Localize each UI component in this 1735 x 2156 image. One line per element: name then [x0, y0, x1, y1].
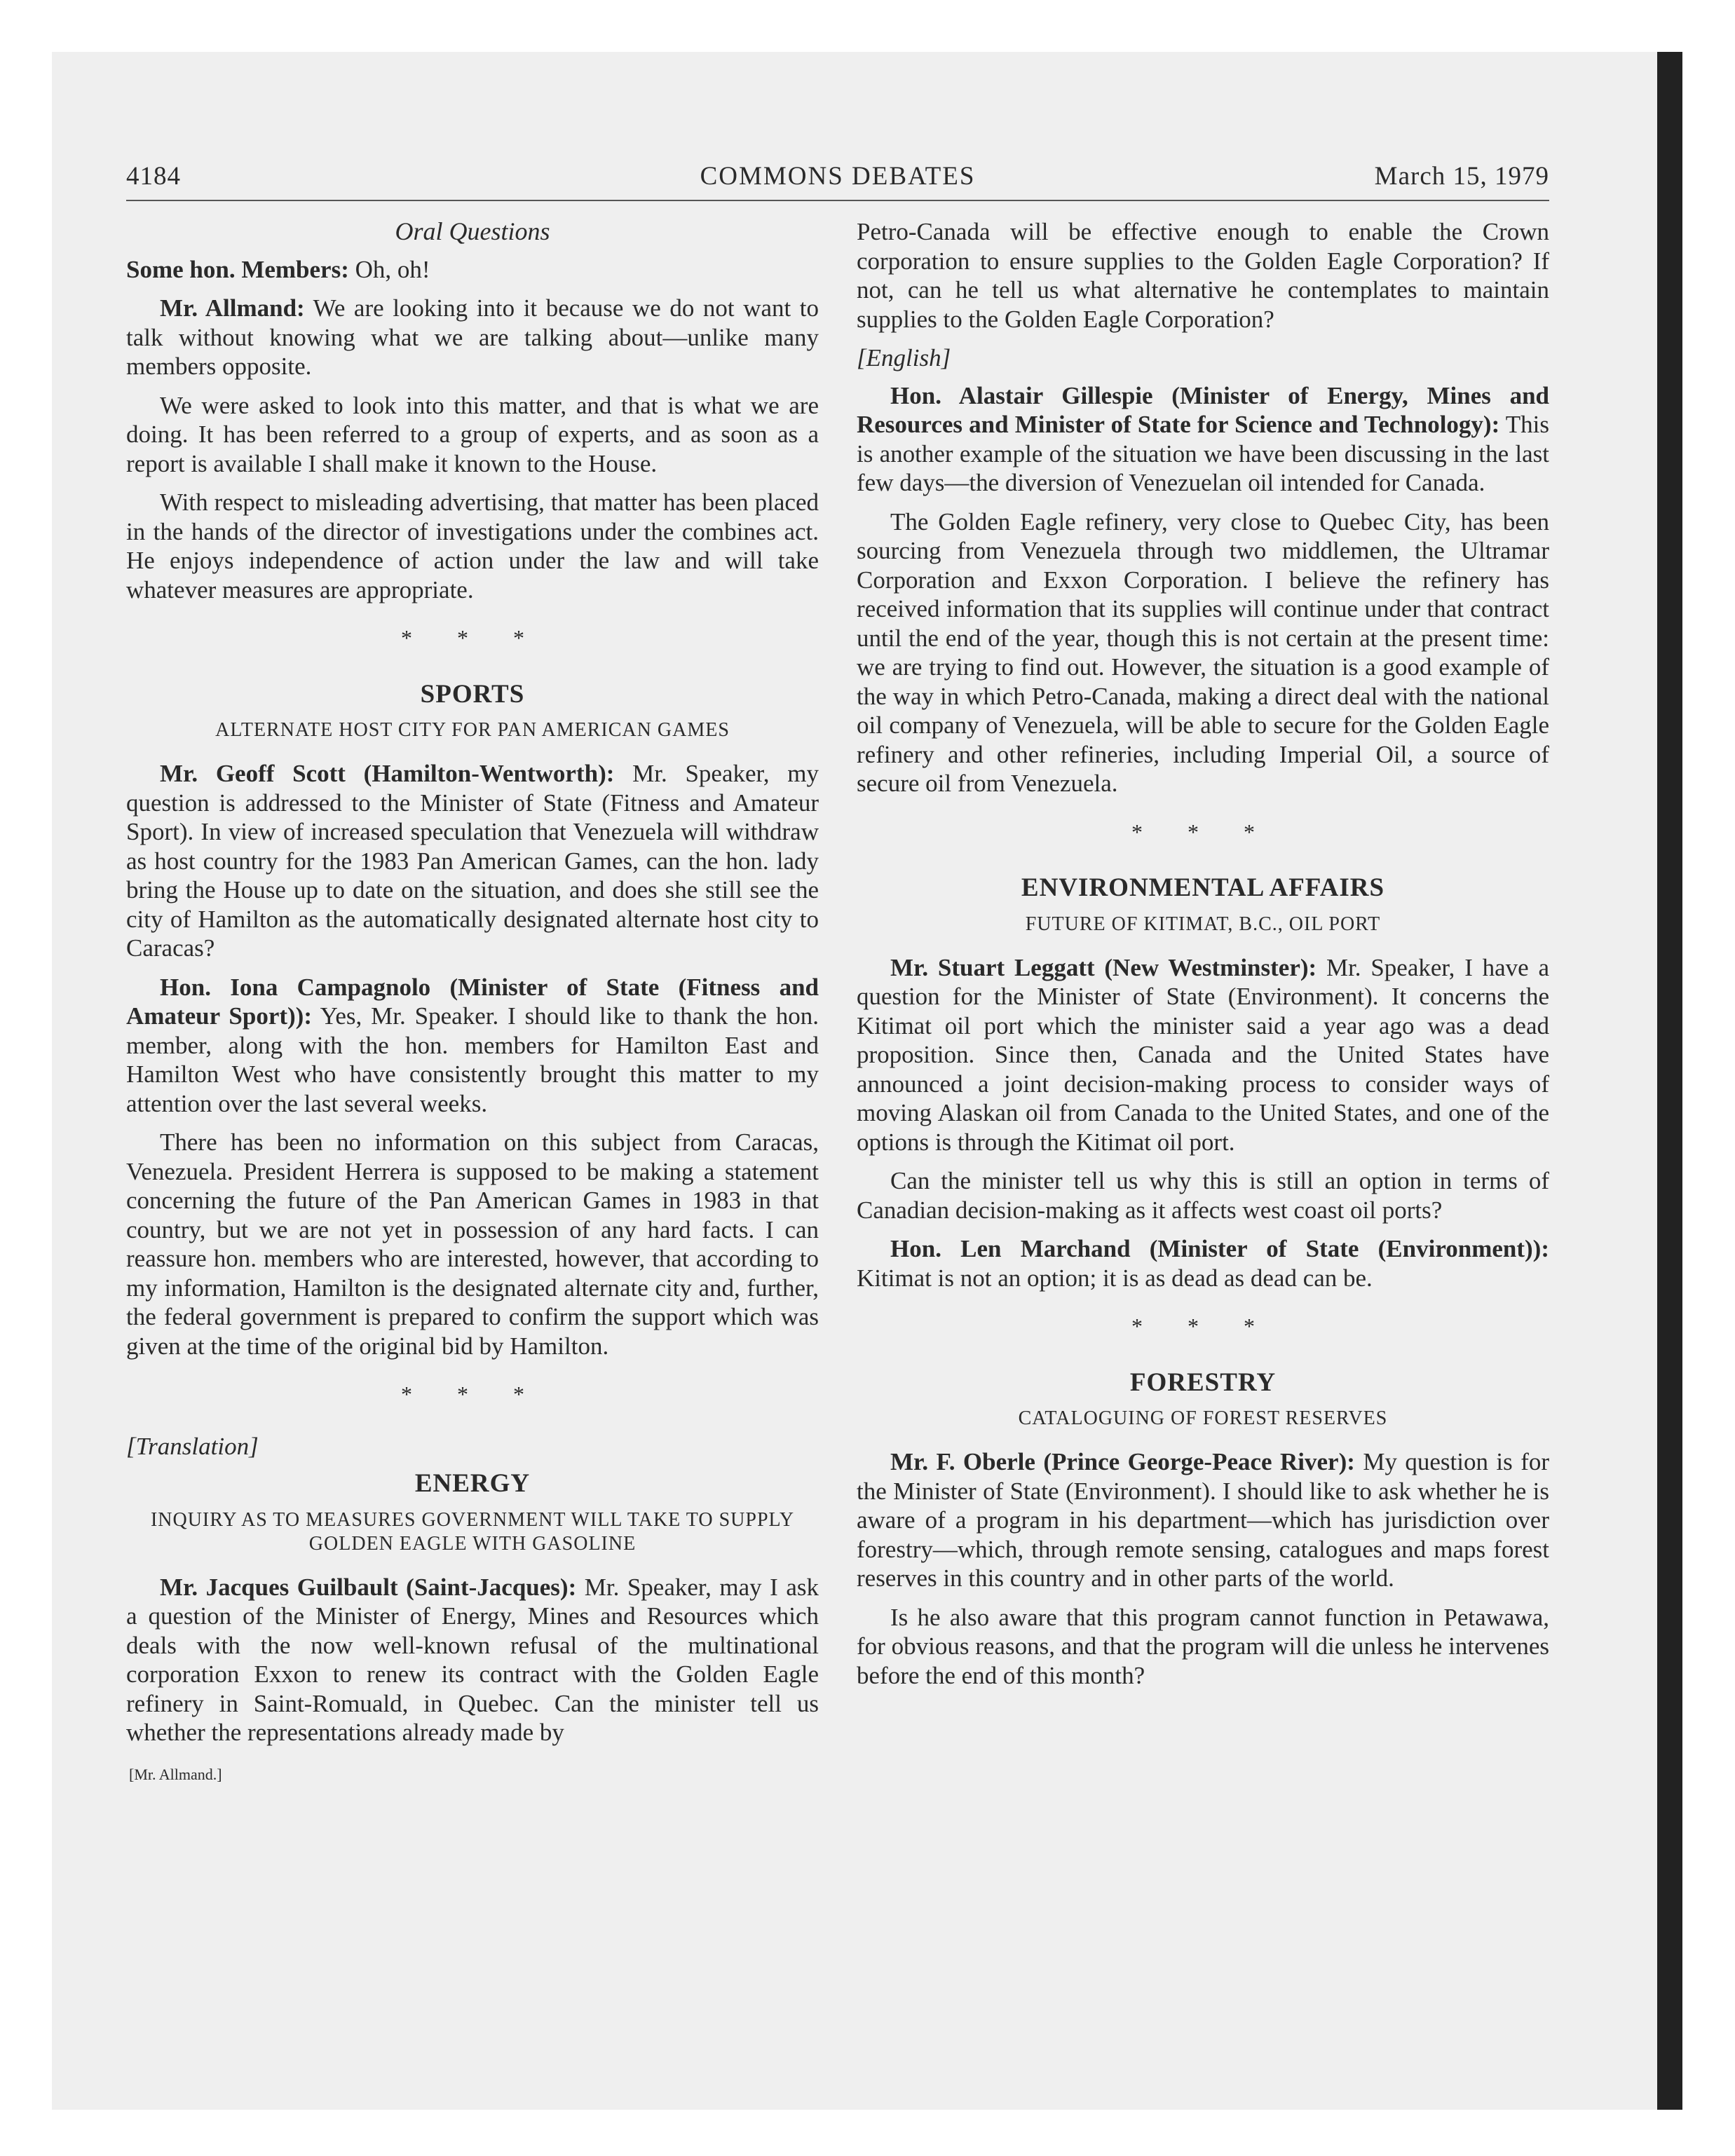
paragraph: We were asked to look into this matter, and that is what we are doing. It has been referred to a group of experts, and as soon as a report is available I shall make it known to the House. [126, 391, 819, 477]
paragraph [126, 294, 819, 381]
paragraph: Is he also aware that this program cannot function in Petawawa, for obvious reasons, and that the program will die unless he intervenes before the end of this month? [857, 1603, 1549, 1689]
speech-text: Oh, oh! [348, 255, 430, 283]
speech-text: Kitimat is not an option; it is as dead as dead can be. [857, 1264, 1373, 1292]
paragraph: Can the minister tell us why this is still an option in terms of Canadian decision-making as it affects west coast oil ports? [857, 1167, 1549, 1224]
section-subheading: CATALOGUING OF FOREST RESERVES [1018, 1407, 1388, 1429]
speech-text: This is another example of the situation we have been discussing in the last few days—the diversion of Venezuelan oil intended for Canada. [857, 411, 1549, 496]
publication-title: COMMONS DEBATES [700, 162, 976, 191]
speaker-name: Some hon. Members: [126, 255, 349, 283]
speech-text: My question is for the Minister of State (Environment). I should like to ask whether he is aware of a program in his department—which has jurisdiction over forestry—which, through remote sensing, catalogues and maps forest reserves in this country and in other parts of the world. [857, 1448, 1549, 1592]
section-subheading: FUTURE OF KITIMAT, B.C., OIL PORT [1025, 913, 1381, 935]
speech-text: We are looking into it because we do not want to talk without knowing what we are talking about—unlike many members opposite. [126, 294, 819, 380]
section-subheading: INQUIRY AS TO MEASURES GOVERNMENT WILL TAKE TO SUPPLY GOLDEN EAGLE WITH GASOLINE [150, 1508, 795, 1555]
paragraph: There has been no information on this subject from Caracas, Venezuela. President Herrera is supposed to be making a statement concerning the future of the Pan American Games in 1983 in that country, but we are not yet in possession of any hard facts. I can reassure hon. members who are interested, however, that according to my information, Hamilton is the designated alternate city and, further, the federal government is prepared to confirm the support which was given at the time of the original bid by Hamilton. [126, 1128, 819, 1360]
language-label: [Translation] [126, 1432, 259, 1460]
right-column [857, 217, 1549, 1700]
paragraph [857, 1447, 1549, 1593]
page-number: 4184 [126, 162, 181, 191]
speaker-name: Mr. F. Oberle (Prince George-Peace River): [890, 1448, 1355, 1475]
header-rule [126, 200, 1549, 201]
speaker-name: Mr. Stuart Leggatt (New Westminster): [890, 953, 1317, 981]
section-separator: * * * [401, 625, 544, 650]
paragraph [126, 759, 819, 963]
section-separator: * * * [1131, 1314, 1274, 1339]
page-edge-shadow [1657, 52, 1682, 2110]
paragraph: With respect to misleading advertising, that matter has been placed in the hands of the director of investigations under the combines act. He enjoys independence of action under the law and will take whatever measures are appropriate. [126, 489, 819, 603]
speaker-name: Mr. Geoff Scott (Hamilton-Wentworth): [160, 760, 615, 787]
paragraph [126, 255, 819, 285]
running-header [126, 161, 1549, 196]
language-label: [English] [857, 344, 951, 371]
section-heading: FORESTRY [1129, 1367, 1277, 1397]
speech-text: Yes, Mr. Speaker. I should like to thank the hon. member, along with the hon. members for Hamilton East and Hamilton West who have consistently brought this matter to my attention over the last several weeks. [126, 1002, 819, 1117]
speaker-name: Hon. Len Marchand (Minister of State (Environment)): [890, 1235, 1549, 1262]
speaker-name: Mr. Allmand: [160, 294, 305, 322]
paragraph: Petro-Canada will be effective enough to enable the Crown corporation to ensure supplies to the Golden Eagle Corporation? If not, can he tell us what alternative he contemplates to maintain supplies to the Golden Eagle Corporation? [857, 218, 1549, 333]
paragraph [857, 1234, 1549, 1292]
speaker-name: Hon. Iona Campagnolo (Minister of State (Fitness and Amateur Sport)): [126, 973, 819, 1030]
speech-text: Mr. Speaker, my question is addressed to the Minister of State (Fitness and Amateur Sport). In view of increased speculation that Venezuela will withdraw as host country for the 1983 Pan American Games, can the hon. lady bring the House up to date on the situation, and does she still see the city of Hamilton as the automatically designated alternate host city to Caracas? [126, 760, 819, 962]
paragraph [857, 381, 1549, 498]
speech-text: Mr. Speaker, may I ask a question of the Minister of Energy, Mines and Resources which deals with the now well-known refusal of the multinational corporation Exxon to renew its contract with the Golden Eagle refinery in Saint-Romuald, in Quebec. Can the minister tell us whether the representations already made by [126, 1573, 819, 1746]
section-separator: * * * [401, 1381, 544, 1407]
left-column [126, 217, 819, 1789]
page-footnote: [Mr. Allmand.] [129, 1765, 222, 1783]
paragraph [126, 973, 819, 1119]
paragraph [857, 953, 1549, 1157]
speaker-name: Hon. Alastair Gillespie (Minister of Energy, Mines and Resources and Minister of State for Science and Technology): [857, 381, 1549, 438]
paragraph: The Golden Eagle refinery, very close to Quebec City, has been sourcing from Venezuela through two middlemen, the Ultramar Corporation and Exxon Corporation. I believe the refinery has received information that its supplies will continue under that contract until the end of the year, though this is not certain at the present time: we are trying to find out. However, the situation is a good example of the way in which Petro-Canada, making a direct deal with the national oil company of Venezuela, will be able to secure for the Golden Eagle refinery and other refineries, including Imperial Oil, a source of secure oil from Venezuela. [857, 507, 1549, 797]
section-heading: ENERGY [414, 1469, 531, 1498]
paragraph [126, 1573, 819, 1747]
section-separator: * * * [1131, 819, 1274, 845]
speaker-name: Mr. Jacques Guilbault (Saint-Jacques): [160, 1573, 577, 1601]
section-subheading: ALTERNATE HOST CITY FOR PAN AMERICAN GAMES [215, 719, 730, 741]
document-page [126, 161, 1549, 2054]
section-heading: SPORTS [420, 679, 525, 709]
section-heading: ENVIRONMENTAL AFFAIRS [1021, 873, 1385, 902]
section-label: Oral Questions [395, 217, 550, 245]
speech-text: Mr. Speaker, I have a question for the Minister of State (Environment). It concerns the Kitimat oil port which the minister said a year ago was a dead proposition. Since then, Canada and the United States have announced a joint decision-making process to consider ways of moving Alaskan oil from Canada to the United States, and one of the options is through the Kitimat oil port. [857, 953, 1550, 1156]
publication-date: March 15, 1979 [1374, 162, 1549, 191]
